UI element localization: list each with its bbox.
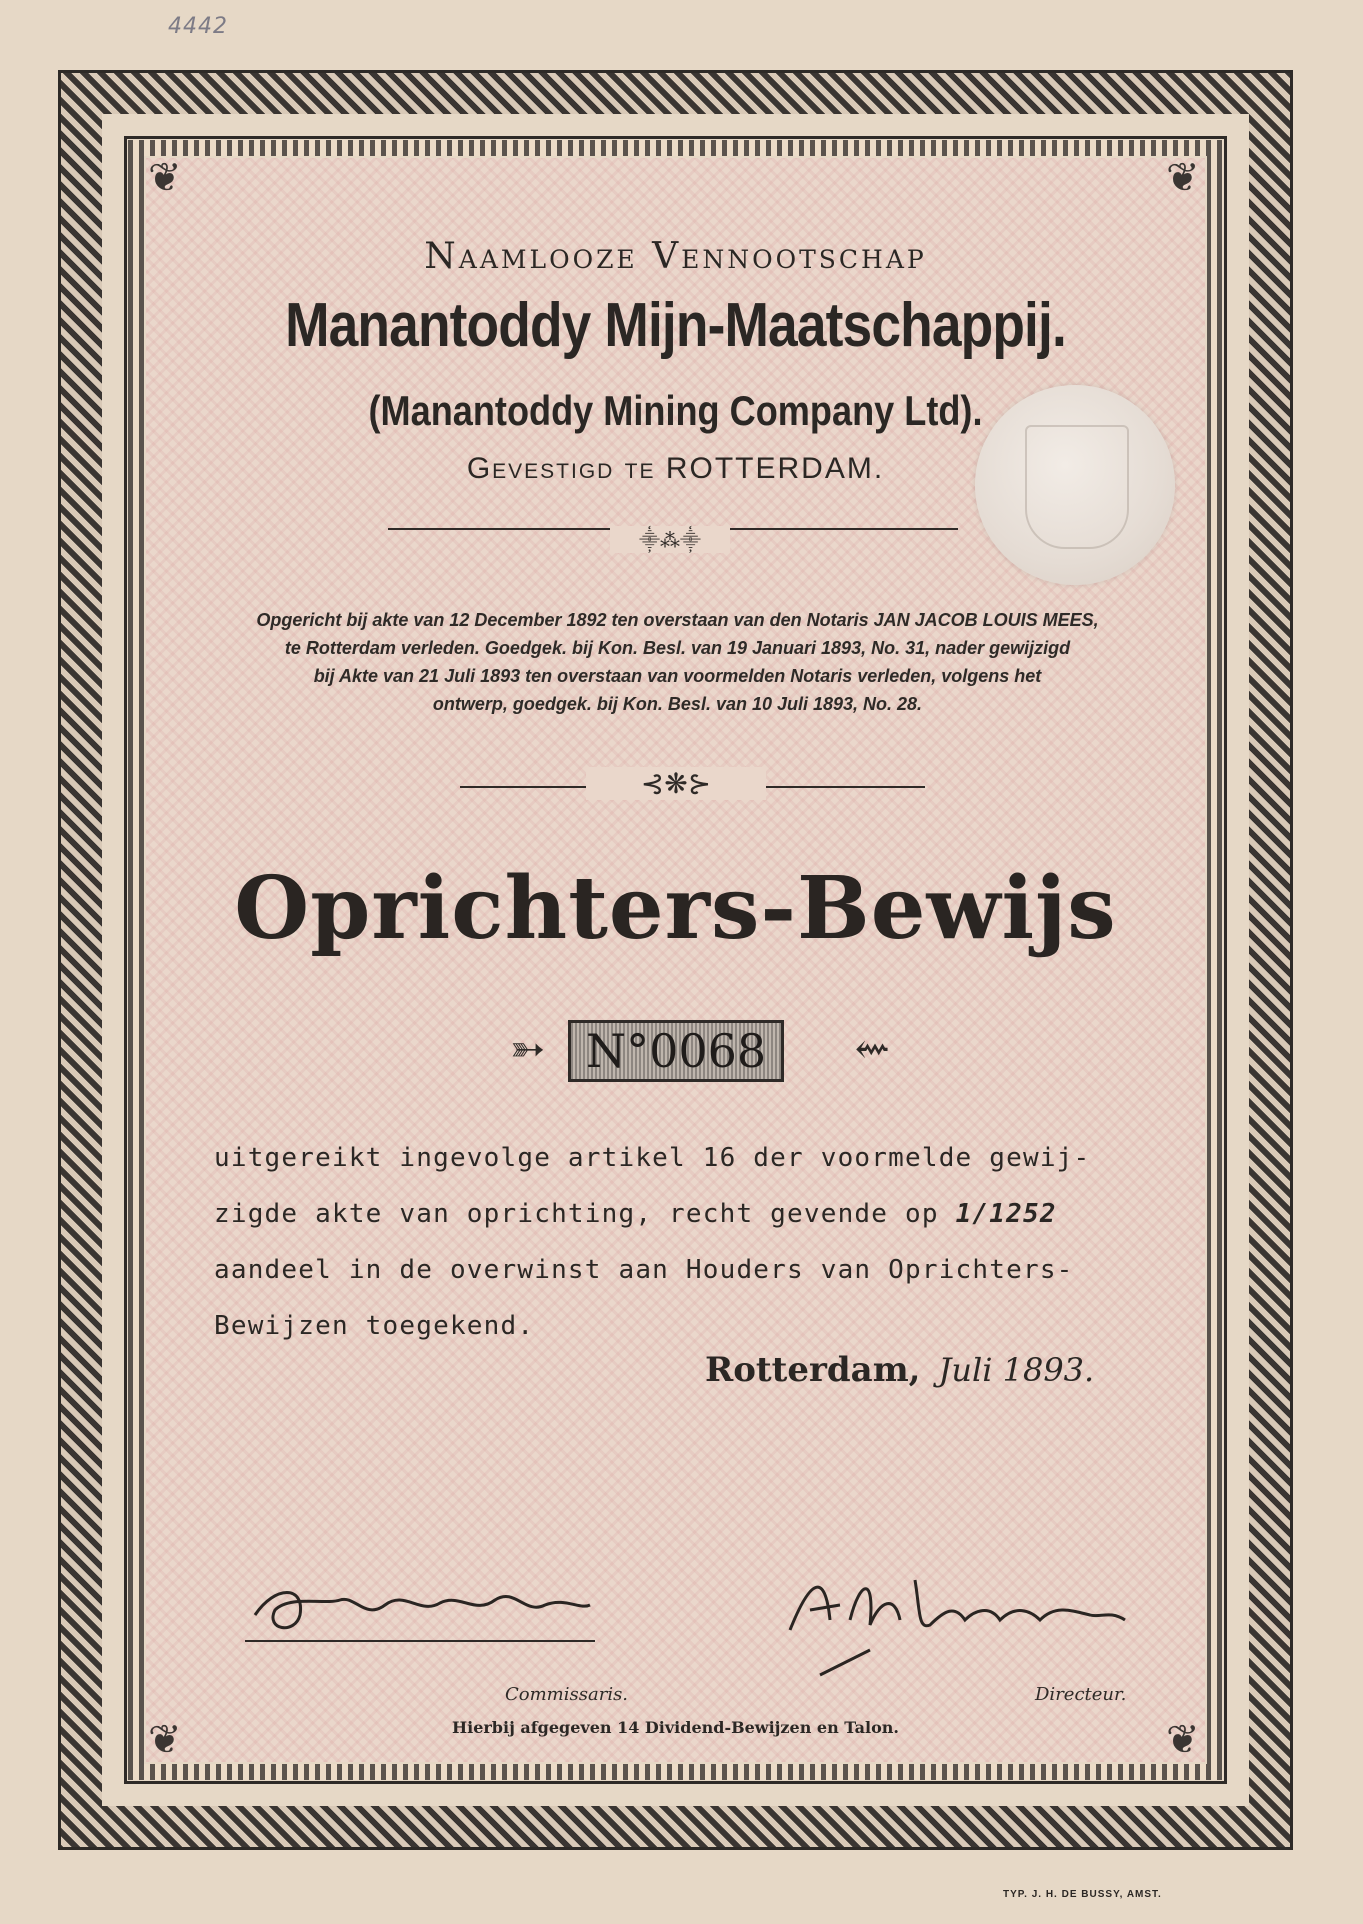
place-date	[705, 1350, 1094, 1390]
divider-ornament-icon: ⸎⁂⸎	[610, 526, 730, 553]
incorporation-line: Opgericht bij akte van 12 December 1892 ten overstaan van den Notaris JAN JACOB LOUIS MEES,	[256, 610, 1099, 630]
corner-ornament-icon: ❦	[148, 1717, 182, 1763]
body-line	[214, 1186, 1144, 1242]
certificate-number: N°0068	[568, 1020, 784, 1082]
printer-imprint: TYP. J. H. DE BUSSY, AMST.	[1003, 1889, 1162, 1900]
scroll-ornament-icon: ⊰❋⊱	[586, 767, 766, 800]
company-name: Manantoddy Mijn-Maatschappij.	[285, 291, 1066, 360]
corner-ornament-icon: ❦	[1166, 155, 1200, 201]
body-line: aandeel in de overwinst aan Houders van Oprichters-	[214, 1255, 1074, 1285]
share-fraction: 1/1252	[955, 1199, 1057, 1229]
company-seat: Gevestigd te ROTTERDAM.	[466, 452, 885, 485]
certificate-title: Oprichters-Bewijs	[234, 858, 1117, 959]
commissaris-label: Commissaris.	[505, 1684, 629, 1705]
arrow-left-ornament-icon: ➳	[510, 1024, 546, 1073]
commissaris-signature	[245, 1575, 605, 1645]
incorporation-line: bij Akte van 21 Juli 1893 ten overstaan van voormelden Notaris verleden, volgens het	[313, 666, 1042, 686]
incorporation-text	[185, 606, 1170, 718]
coat-of-arms-icon	[1025, 425, 1129, 549]
company-name-english: (Manantoddy Mining Company Ltd).	[368, 387, 983, 434]
body-line-text: zigde akte van oprichting, recht gevende op	[214, 1199, 939, 1229]
incorporation-line: ontwerp, goedgek. bij Kon. Besl. van 10 Juli 1893, No. 28.	[432, 694, 923, 714]
attachment-note: Hierbij afgegeven 14 Dividend-Bewijzen en Talon.	[452, 1718, 899, 1737]
corner-ornament-icon: ❦	[1166, 1717, 1200, 1763]
incorporation-line: te Rotterdam verleden. Goedgek. bij Kon. Besl. van 19 Januari 1893, No. 31, nader gewijzigd	[284, 638, 1071, 658]
signature-underline	[245, 1640, 595, 1642]
body-line: Bewijzen toegekend.	[214, 1311, 535, 1341]
corner-ornament-icon: ❦	[148, 155, 182, 201]
directeur-signature	[780, 1560, 1140, 1680]
handwritten-date: Juli 1893.	[938, 1351, 1095, 1389]
pencil-note: 4442	[168, 14, 228, 39]
place: Rotterdam,	[705, 1350, 921, 1390]
company-form-line: Naamlooze Vennootschap	[424, 236, 927, 277]
directeur-label: Directeur.	[1035, 1684, 1127, 1705]
certificate-body	[214, 1130, 1144, 1354]
body-line: uitgereikt ingevolge artikel 16 der voormelde gewij-	[214, 1143, 1091, 1173]
certificate-number-panel	[510, 1016, 890, 1082]
arrow-right-ornament-icon: ⇜	[854, 1024, 890, 1073]
